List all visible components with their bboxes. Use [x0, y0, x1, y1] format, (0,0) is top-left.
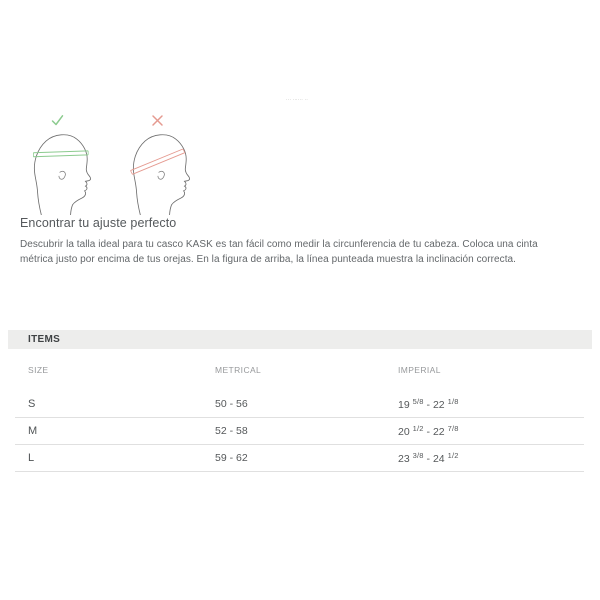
size-table-header-row	[15, 362, 584, 378]
cell-imperial: 23 $^{3/8}$ - 24 $^{1/2}$	[398, 451, 459, 465]
cell-metrical: 52 - 58	[215, 425, 248, 437]
column-header-size: SIZE	[28, 365, 49, 375]
size-table-row	[15, 391, 584, 418]
head-outline	[133, 135, 189, 215]
illegible-small-text: ··· ······ ··	[286, 97, 309, 102]
size-table-row	[15, 445, 584, 472]
size-table	[15, 362, 584, 472]
check-icon	[51, 114, 64, 127]
ear-outline	[59, 171, 65, 179]
cell-imperial: 20 $^{1/2}$ - 22 $^{7/8}$	[398, 424, 459, 438]
column-header-imperial: IMPERIAL	[398, 365, 441, 375]
measuring-band-correct	[33, 151, 88, 157]
size-table-body	[15, 391, 584, 472]
cell-metrical: 59 - 62	[215, 452, 248, 464]
cell-imperial: 19 $^{5/8}$ - 22 $^{1/8}$	[398, 397, 459, 411]
cell-size: S	[28, 398, 36, 410]
head-profile-correct	[27, 127, 95, 215]
size-table-row	[15, 418, 584, 445]
head-outline	[34, 135, 90, 215]
ear-outline	[158, 171, 164, 179]
items-section-title: ITEMS	[28, 334, 61, 345]
head-profile-incorrect	[126, 127, 194, 215]
x-icon	[151, 114, 164, 127]
fit-guide-heading: Encontrar tu ajuste perfecto	[20, 216, 177, 230]
measuring-band-incorrect	[131, 149, 185, 174]
cell-size: L	[28, 452, 35, 464]
cell-size: M	[28, 425, 38, 437]
cell-metrical: 50 - 56	[215, 398, 248, 410]
fit-guide-paragraph: Descubrir la talla ideal para tu casco KASK es tan fácil como medir la circunferencia de tu cabeza. Coloca una cinta métrica justo por encima de tus orejas. En la figura de arriba, la línea punteada muestra la inclinación correcta.	[20, 239, 538, 265]
items-section-header	[8, 330, 592, 349]
column-header-metrical: METRICAL	[215, 365, 262, 375]
